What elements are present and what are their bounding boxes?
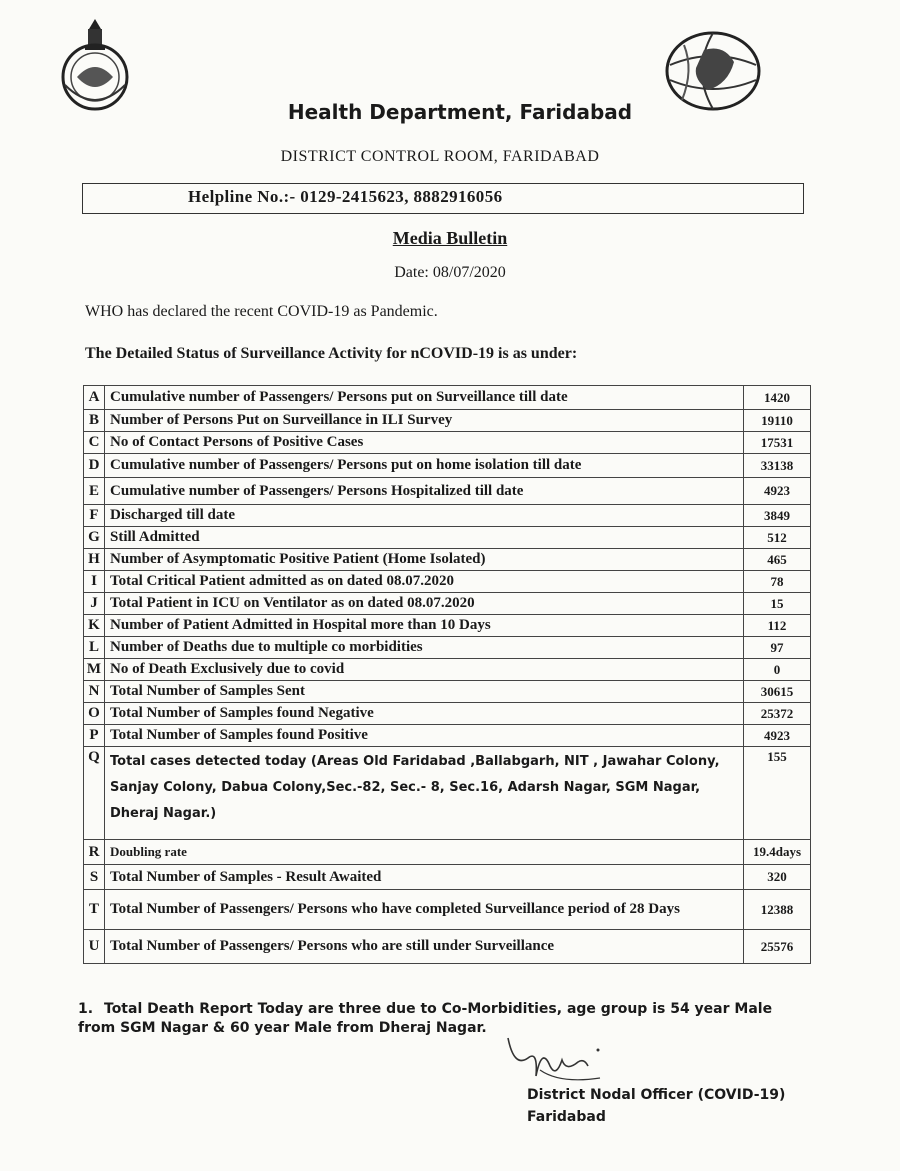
row-value: 25576 bbox=[744, 930, 811, 964]
row-code: R bbox=[84, 840, 105, 865]
helpline-box bbox=[82, 183, 804, 214]
row-code: C bbox=[84, 432, 105, 454]
row-value: 30615 bbox=[744, 681, 811, 703]
row-value: 19.4days bbox=[744, 840, 811, 865]
signatory-block bbox=[527, 1084, 785, 1128]
row-description: Total cases detected today (Areas Old Faridabad ,Ballabgarh, NIT , Jawahar Colony, Sanjay Colony, Dabua Colony,Sec.-82, Sec.- 8, Sec.16, Adarsh Nagar, SGM Nagar, Dheraj Nagar.) bbox=[105, 747, 744, 840]
row-description: Total Number of Samples Sent bbox=[105, 681, 744, 703]
row-code: D bbox=[84, 454, 105, 478]
footnote bbox=[78, 1000, 806, 1038]
row-description: Number of Deaths due to multiple co morbidities bbox=[105, 637, 744, 659]
row-description: Cumulative number of Passengers/ Persons put on home isolation till date bbox=[105, 454, 744, 478]
table-row bbox=[84, 615, 811, 637]
row-description: Number of Persons Put on Surveillance in ILI Survey bbox=[105, 410, 744, 432]
table-row bbox=[84, 478, 811, 505]
table-row bbox=[84, 725, 811, 747]
table-row bbox=[84, 890, 811, 930]
row-description: Total Number of Samples found Positive bbox=[105, 725, 744, 747]
row-code: B bbox=[84, 410, 105, 432]
footnote-text: Total Death Report Today are three due to Co-Morbidities, age group is 54 year Male from SGM Nagar & 60 year Male from Dheraj Nagar. bbox=[78, 1001, 773, 1036]
signature-mark bbox=[500, 1030, 620, 1090]
row-description: Cumulative number of Passengers/ Persons put on Surveillance till date bbox=[105, 386, 744, 410]
helpline-text: Helpline No.:- 0129-2415623, 8882916056 bbox=[188, 187, 503, 206]
row-value: 97 bbox=[744, 637, 811, 659]
row-value: 12388 bbox=[744, 890, 811, 930]
signatory-place: Faridabad bbox=[527, 1109, 606, 1125]
row-value: 17531 bbox=[744, 432, 811, 454]
table-row bbox=[84, 865, 811, 890]
table-row bbox=[84, 593, 811, 615]
table-row bbox=[84, 432, 811, 454]
row-description: No of Death Exclusively due to covid bbox=[105, 659, 744, 681]
row-code: A bbox=[84, 386, 105, 410]
row-code: Q bbox=[84, 747, 105, 840]
row-value: 4923 bbox=[744, 725, 811, 747]
row-value: 320 bbox=[744, 865, 811, 890]
table-row bbox=[84, 549, 811, 571]
row-value: 25372 bbox=[744, 703, 811, 725]
row-description: Still Admitted bbox=[105, 527, 744, 549]
table-row bbox=[84, 527, 811, 549]
row-code: O bbox=[84, 703, 105, 725]
row-code: T bbox=[84, 890, 105, 930]
row-description: Total Number of Samples found Negative bbox=[105, 703, 744, 725]
table-row bbox=[84, 386, 811, 410]
table-row bbox=[84, 454, 811, 478]
row-value: 512 bbox=[744, 527, 811, 549]
row-value: 33138 bbox=[744, 454, 811, 478]
row-description: Number of Patient Admitted in Hospital more than 10 Days bbox=[105, 615, 744, 637]
bulletin-date: Date: 08/07/2020 bbox=[394, 264, 506, 281]
row-code: L bbox=[84, 637, 105, 659]
table-row bbox=[84, 681, 811, 703]
row-code: K bbox=[84, 615, 105, 637]
row-code: P bbox=[84, 725, 105, 747]
table-row bbox=[84, 703, 811, 725]
row-value: 112 bbox=[744, 615, 811, 637]
row-value: 19110 bbox=[744, 410, 811, 432]
row-code: E bbox=[84, 478, 105, 505]
row-description: Total Critical Patient admitted as on dated 08.07.2020 bbox=[105, 571, 744, 593]
row-description: Total Number of Passengers/ Persons who are still under Surveillance bbox=[105, 930, 744, 964]
footnote-number: 1. bbox=[78, 1001, 94, 1017]
row-code: S bbox=[84, 865, 105, 890]
row-description: Discharged till date bbox=[105, 505, 744, 527]
row-value: 3849 bbox=[744, 505, 811, 527]
row-value: 4923 bbox=[744, 478, 811, 505]
control-room-heading: DISTRICT CONTROL ROOM, FARIDABAD bbox=[280, 148, 600, 165]
row-code: H bbox=[84, 549, 105, 571]
row-value: 155 bbox=[744, 747, 811, 840]
row-value: 0 bbox=[744, 659, 811, 681]
row-code: N bbox=[84, 681, 105, 703]
row-value: 1420 bbox=[744, 386, 811, 410]
row-description: Total Patient in ICU on Ventilator as on dated 08.07.2020 bbox=[105, 593, 744, 615]
table-row bbox=[84, 505, 811, 527]
bulletin-title: Media Bulletin bbox=[392, 228, 508, 248]
row-code: I bbox=[84, 571, 105, 593]
table-row bbox=[84, 659, 811, 681]
row-code: G bbox=[84, 527, 105, 549]
row-value: 78 bbox=[744, 571, 811, 593]
row-description: Doubling rate bbox=[105, 840, 744, 865]
table-row bbox=[84, 571, 811, 593]
table-row bbox=[84, 930, 811, 964]
table-row bbox=[84, 637, 811, 659]
row-code: M bbox=[84, 659, 105, 681]
row-description: Cumulative number of Passengers/ Persons Hospitalized till date bbox=[105, 478, 744, 505]
row-code: J bbox=[84, 593, 105, 615]
surveillance-status-table bbox=[83, 385, 811, 964]
table-row bbox=[84, 840, 811, 865]
row-description: Total Number of Passengers/ Persons who have completed Surveillance period of 28 Days bbox=[105, 890, 744, 930]
row-value: 465 bbox=[744, 549, 811, 571]
row-description: Number of Asymptomatic Positive Patient (Home Isolated) bbox=[105, 549, 744, 571]
row-code: U bbox=[84, 930, 105, 964]
table-row bbox=[84, 410, 811, 432]
row-code: F bbox=[84, 505, 105, 527]
row-description: No of Contact Persons of Positive Cases bbox=[105, 432, 744, 454]
row-description: Total Number of Samples - Result Awaited bbox=[105, 865, 744, 890]
who-statement: WHO has declared the recent COVID-19 as Pandemic. bbox=[85, 303, 438, 320]
department-title: Health Department, Faridabad bbox=[287, 100, 633, 124]
signatory-title: District Nodal Officer (COVID-19) bbox=[527, 1087, 786, 1103]
status-heading: The Detailed Status of Surveillance Activity for nCOVID-19 is as under: bbox=[85, 345, 578, 362]
table-row bbox=[84, 747, 811, 840]
row-value: 15 bbox=[744, 593, 811, 615]
